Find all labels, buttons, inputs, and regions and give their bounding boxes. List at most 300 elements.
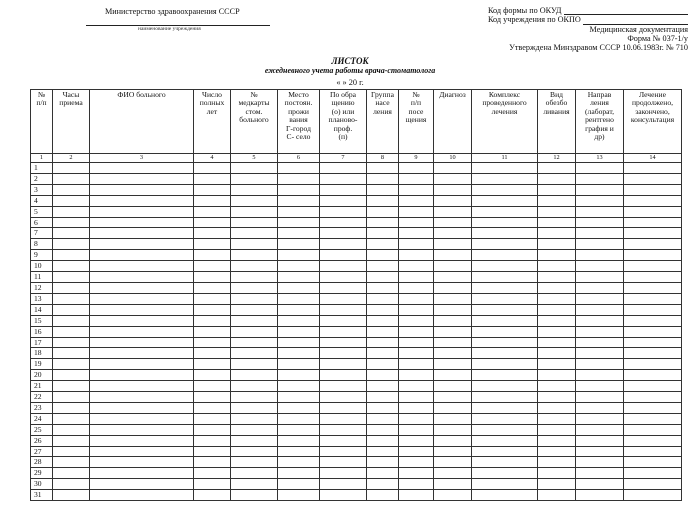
table-cell[interactable] — [472, 163, 538, 174]
table-cell[interactable] — [231, 228, 278, 239]
table-cell[interactable] — [576, 217, 624, 228]
table-cell[interactable] — [538, 282, 576, 293]
table-cell[interactable] — [624, 282, 682, 293]
table-cell[interactable] — [320, 293, 367, 304]
table-cell[interactable] — [399, 195, 434, 206]
table-cell[interactable] — [624, 184, 682, 195]
table-cell[interactable] — [367, 468, 399, 479]
table-cell[interactable] — [434, 206, 472, 217]
table-cell[interactable] — [367, 359, 399, 370]
table-cell[interactable] — [434, 337, 472, 348]
table-cell[interactable] — [472, 370, 538, 381]
table-cell[interactable] — [367, 272, 399, 283]
table-cell[interactable] — [576, 359, 624, 370]
table-cell[interactable] — [399, 282, 434, 293]
table-cell[interactable] — [320, 359, 367, 370]
table-cell[interactable] — [624, 348, 682, 359]
table-cell[interactable] — [367, 282, 399, 293]
table-cell[interactable] — [367, 261, 399, 272]
table-cell[interactable] — [90, 228, 194, 239]
table-cell[interactable] — [576, 490, 624, 501]
table-cell[interactable] — [624, 228, 682, 239]
table-cell[interactable] — [367, 250, 399, 261]
table-cell[interactable] — [434, 392, 472, 403]
table-cell[interactable] — [576, 326, 624, 337]
table-cell[interactable] — [538, 402, 576, 413]
table-cell[interactable] — [53, 282, 90, 293]
table-cell[interactable] — [320, 315, 367, 326]
table-cell[interactable] — [624, 173, 682, 184]
table-cell[interactable] — [399, 381, 434, 392]
table-cell[interactable] — [576, 173, 624, 184]
table-cell[interactable] — [231, 315, 278, 326]
table-cell[interactable] — [53, 304, 90, 315]
table-cell[interactable] — [624, 337, 682, 348]
table-cell[interactable] — [194, 435, 231, 446]
table-cell[interactable] — [53, 239, 90, 250]
table-cell[interactable] — [231, 206, 278, 217]
table-cell[interactable] — [90, 348, 194, 359]
table-cell[interactable] — [576, 282, 624, 293]
table-cell[interactable] — [434, 348, 472, 359]
table-cell[interactable] — [231, 413, 278, 424]
table-cell[interactable] — [194, 163, 231, 174]
table-cell[interactable] — [434, 370, 472, 381]
table-cell[interactable] — [367, 424, 399, 435]
table-cell[interactable] — [538, 359, 576, 370]
table-cell[interactable] — [320, 370, 367, 381]
table-cell[interactable] — [434, 217, 472, 228]
table-cell[interactable] — [576, 370, 624, 381]
table-cell[interactable] — [367, 392, 399, 403]
table-cell[interactable] — [434, 293, 472, 304]
table-cell[interactable] — [472, 457, 538, 468]
table-cell[interactable] — [90, 173, 194, 184]
table-cell[interactable] — [278, 217, 320, 228]
table-cell[interactable] — [472, 337, 538, 348]
table-cell[interactable] — [576, 413, 624, 424]
table-cell[interactable] — [399, 359, 434, 370]
table-cell[interactable] — [320, 402, 367, 413]
table-cell[interactable] — [231, 261, 278, 272]
table-cell[interactable] — [538, 348, 576, 359]
table-cell[interactable] — [320, 381, 367, 392]
table-cell[interactable] — [576, 435, 624, 446]
table-cell[interactable] — [90, 468, 194, 479]
table-cell[interactable] — [231, 392, 278, 403]
table-cell[interactable] — [194, 195, 231, 206]
table-cell[interactable] — [472, 304, 538, 315]
table-cell[interactable] — [320, 304, 367, 315]
table-cell[interactable] — [278, 359, 320, 370]
table-cell[interactable] — [624, 239, 682, 250]
table-cell[interactable] — [538, 337, 576, 348]
table-cell[interactable] — [399, 457, 434, 468]
table-cell[interactable] — [576, 457, 624, 468]
table-cell[interactable] — [278, 173, 320, 184]
table-cell[interactable] — [367, 217, 399, 228]
table-cell[interactable] — [367, 239, 399, 250]
table-cell[interactable] — [624, 413, 682, 424]
table-cell[interactable] — [538, 435, 576, 446]
table-cell[interactable] — [194, 206, 231, 217]
table-cell[interactable] — [53, 359, 90, 370]
table-cell[interactable] — [231, 435, 278, 446]
table-cell[interactable] — [194, 348, 231, 359]
table-cell[interactable] — [194, 424, 231, 435]
table-cell[interactable] — [624, 315, 682, 326]
table-cell[interactable] — [472, 239, 538, 250]
table-cell[interactable] — [90, 250, 194, 261]
table-cell[interactable] — [194, 250, 231, 261]
table-cell[interactable] — [53, 381, 90, 392]
table-cell[interactable] — [278, 435, 320, 446]
table-cell[interactable] — [320, 217, 367, 228]
table-cell[interactable] — [367, 337, 399, 348]
table-cell[interactable] — [53, 315, 90, 326]
table-cell[interactable] — [399, 370, 434, 381]
table-cell[interactable] — [538, 381, 576, 392]
table-cell[interactable] — [576, 239, 624, 250]
table-cell[interactable] — [367, 457, 399, 468]
okpo-field[interactable] — [583, 17, 688, 25]
table-cell[interactable] — [434, 468, 472, 479]
table-cell[interactable] — [367, 490, 399, 501]
table-cell[interactable] — [472, 468, 538, 479]
table-cell[interactable] — [576, 424, 624, 435]
table-cell[interactable] — [367, 348, 399, 359]
table-cell[interactable] — [472, 402, 538, 413]
table-cell[interactable] — [576, 446, 624, 457]
table-cell[interactable] — [624, 293, 682, 304]
table-cell[interactable] — [53, 446, 90, 457]
table-cell[interactable] — [278, 337, 320, 348]
table-cell[interactable] — [231, 195, 278, 206]
table-cell[interactable] — [53, 163, 90, 174]
table-cell[interactable] — [194, 370, 231, 381]
table-cell[interactable] — [194, 315, 231, 326]
table-cell[interactable] — [538, 250, 576, 261]
table-cell[interactable] — [90, 261, 194, 272]
table-cell[interactable] — [320, 446, 367, 457]
table-cell[interactable] — [194, 402, 231, 413]
table-cell[interactable] — [367, 195, 399, 206]
table-cell[interactable] — [278, 424, 320, 435]
table-cell[interactable] — [320, 195, 367, 206]
table-cell[interactable] — [320, 163, 367, 174]
table-cell[interactable] — [472, 250, 538, 261]
table-cell[interactable] — [90, 381, 194, 392]
table-cell[interactable] — [278, 392, 320, 403]
table-cell[interactable] — [624, 217, 682, 228]
table-cell[interactable] — [367, 413, 399, 424]
table-cell[interactable] — [538, 457, 576, 468]
table-cell[interactable] — [53, 326, 90, 337]
table-cell[interactable] — [278, 457, 320, 468]
table-cell[interactable] — [231, 239, 278, 250]
table-cell[interactable] — [434, 435, 472, 446]
table-cell[interactable] — [576, 479, 624, 490]
table-cell[interactable] — [53, 479, 90, 490]
table-cell[interactable] — [367, 402, 399, 413]
table-cell[interactable] — [434, 282, 472, 293]
table-cell[interactable] — [434, 184, 472, 195]
table-cell[interactable] — [399, 261, 434, 272]
table-cell[interactable] — [576, 337, 624, 348]
table-cell[interactable] — [320, 468, 367, 479]
table-cell[interactable] — [576, 381, 624, 392]
table-cell[interactable] — [90, 337, 194, 348]
table-cell[interactable] — [472, 490, 538, 501]
table-cell[interactable] — [434, 173, 472, 184]
table-cell[interactable] — [399, 304, 434, 315]
table-cell[interactable] — [538, 228, 576, 239]
table-cell[interactable] — [194, 282, 231, 293]
table-cell[interactable] — [434, 402, 472, 413]
table-cell[interactable] — [538, 479, 576, 490]
table-cell[interactable] — [576, 272, 624, 283]
table-cell[interactable] — [231, 163, 278, 174]
table-cell[interactable] — [399, 250, 434, 261]
table-cell[interactable] — [278, 402, 320, 413]
table-cell[interactable] — [399, 337, 434, 348]
table-cell[interactable] — [367, 435, 399, 446]
table-cell[interactable] — [399, 402, 434, 413]
table-cell[interactable] — [53, 173, 90, 184]
table-cell[interactable] — [278, 261, 320, 272]
table-cell[interactable] — [472, 479, 538, 490]
table-cell[interactable] — [320, 250, 367, 261]
table-cell[interactable] — [53, 228, 90, 239]
table-cell[interactable] — [434, 261, 472, 272]
table-cell[interactable] — [472, 293, 538, 304]
table-cell[interactable] — [434, 457, 472, 468]
table-cell[interactable] — [231, 173, 278, 184]
table-cell[interactable] — [434, 228, 472, 239]
table-cell[interactable] — [538, 293, 576, 304]
table-cell[interactable] — [538, 413, 576, 424]
table-cell[interactable] — [399, 392, 434, 403]
table-cell[interactable] — [624, 457, 682, 468]
table-cell[interactable] — [472, 272, 538, 283]
table-cell[interactable] — [434, 326, 472, 337]
table-cell[interactable] — [624, 381, 682, 392]
table-cell[interactable] — [472, 413, 538, 424]
table-cell[interactable] — [53, 490, 90, 501]
table-cell[interactable] — [53, 272, 90, 283]
table-cell[interactable] — [194, 217, 231, 228]
table-cell[interactable] — [53, 435, 90, 446]
table-cell[interactable] — [399, 206, 434, 217]
table-cell[interactable] — [90, 304, 194, 315]
table-cell[interactable] — [367, 326, 399, 337]
table-cell[interactable] — [53, 413, 90, 424]
table-cell[interactable] — [472, 424, 538, 435]
table-cell[interactable] — [472, 359, 538, 370]
table-cell[interactable] — [278, 413, 320, 424]
table-cell[interactable] — [399, 184, 434, 195]
table-cell[interactable] — [231, 370, 278, 381]
table-cell[interactable] — [399, 413, 434, 424]
table-cell[interactable] — [278, 479, 320, 490]
table-cell[interactable] — [576, 468, 624, 479]
table-cell[interactable] — [194, 326, 231, 337]
table-cell[interactable] — [472, 446, 538, 457]
table-cell[interactable] — [278, 446, 320, 457]
table-cell[interactable] — [320, 392, 367, 403]
table-cell[interactable] — [538, 468, 576, 479]
table-cell[interactable] — [367, 446, 399, 457]
table-cell[interactable] — [194, 304, 231, 315]
table-cell[interactable] — [624, 326, 682, 337]
table-cell[interactable] — [624, 250, 682, 261]
table-cell[interactable] — [231, 304, 278, 315]
table-cell[interactable] — [231, 490, 278, 501]
table-cell[interactable] — [278, 315, 320, 326]
table-cell[interactable] — [434, 272, 472, 283]
table-cell[interactable] — [538, 261, 576, 272]
table-cell[interactable] — [53, 206, 90, 217]
table-cell[interactable] — [399, 217, 434, 228]
table-cell[interactable] — [231, 282, 278, 293]
table-cell[interactable] — [399, 272, 434, 283]
table-cell[interactable] — [194, 381, 231, 392]
table-cell[interactable] — [90, 184, 194, 195]
table-cell[interactable] — [231, 250, 278, 261]
table-cell[interactable] — [576, 261, 624, 272]
table-cell[interactable] — [576, 206, 624, 217]
table-cell[interactable] — [434, 163, 472, 174]
table-cell[interactable] — [399, 228, 434, 239]
table-cell[interactable] — [538, 315, 576, 326]
table-cell[interactable] — [90, 326, 194, 337]
table-cell[interactable] — [278, 370, 320, 381]
table-cell[interactable] — [278, 228, 320, 239]
table-cell[interactable] — [278, 468, 320, 479]
table-cell[interactable] — [194, 392, 231, 403]
table-cell[interactable] — [278, 293, 320, 304]
table-cell[interactable] — [90, 392, 194, 403]
table-cell[interactable] — [278, 348, 320, 359]
table-cell[interactable] — [231, 381, 278, 392]
table-cell[interactable] — [399, 239, 434, 250]
table-cell[interactable] — [194, 468, 231, 479]
table-cell[interactable] — [90, 315, 194, 326]
table-cell[interactable] — [53, 261, 90, 272]
table-cell[interactable] — [576, 293, 624, 304]
table-cell[interactable] — [538, 272, 576, 283]
table-cell[interactable] — [538, 446, 576, 457]
table-cell[interactable] — [538, 392, 576, 403]
table-cell[interactable] — [434, 446, 472, 457]
table-cell[interactable] — [320, 435, 367, 446]
table-cell[interactable] — [320, 337, 367, 348]
table-cell[interactable] — [434, 381, 472, 392]
table-cell[interactable] — [399, 490, 434, 501]
table-cell[interactable] — [278, 184, 320, 195]
table-cell[interactable] — [367, 370, 399, 381]
table-cell[interactable] — [231, 326, 278, 337]
table-cell[interactable] — [90, 272, 194, 283]
table-cell[interactable] — [472, 326, 538, 337]
table-cell[interactable] — [576, 195, 624, 206]
table-cell[interactable] — [90, 413, 194, 424]
table-cell[interactable] — [320, 326, 367, 337]
table-cell[interactable] — [367, 304, 399, 315]
table-cell[interactable] — [624, 446, 682, 457]
table-cell[interactable] — [576, 392, 624, 403]
table-cell[interactable] — [624, 304, 682, 315]
table-cell[interactable] — [538, 304, 576, 315]
table-cell[interactable] — [231, 457, 278, 468]
table-cell[interactable] — [53, 217, 90, 228]
table-cell[interactable] — [576, 250, 624, 261]
table-cell[interactable] — [472, 261, 538, 272]
table-cell[interactable] — [90, 293, 194, 304]
table-cell[interactable] — [367, 479, 399, 490]
table-cell[interactable] — [538, 326, 576, 337]
table-cell[interactable] — [90, 282, 194, 293]
table-cell[interactable] — [320, 272, 367, 283]
table-cell[interactable] — [538, 424, 576, 435]
table-cell[interactable] — [624, 163, 682, 174]
table-cell[interactable] — [399, 163, 434, 174]
table-cell[interactable] — [278, 250, 320, 261]
table-cell[interactable] — [624, 424, 682, 435]
table-cell[interactable] — [90, 479, 194, 490]
table-cell[interactable] — [576, 348, 624, 359]
table-cell[interactable] — [576, 315, 624, 326]
table-cell[interactable] — [320, 173, 367, 184]
table-cell[interactable] — [472, 315, 538, 326]
table-cell[interactable] — [472, 392, 538, 403]
table-cell[interactable] — [367, 381, 399, 392]
table-cell[interactable] — [53, 457, 90, 468]
table-cell[interactable] — [538, 217, 576, 228]
table-cell[interactable] — [53, 348, 90, 359]
table-cell[interactable] — [278, 381, 320, 392]
table-cell[interactable] — [624, 272, 682, 283]
table-cell[interactable] — [538, 490, 576, 501]
table-cell[interactable] — [320, 239, 367, 250]
okud-field[interactable] — [564, 7, 688, 15]
table-cell[interactable] — [320, 348, 367, 359]
table-cell[interactable] — [90, 206, 194, 217]
table-cell[interactable] — [320, 206, 367, 217]
table-cell[interactable] — [320, 184, 367, 195]
table-cell[interactable] — [624, 359, 682, 370]
table-cell[interactable] — [624, 195, 682, 206]
table-cell[interactable] — [624, 261, 682, 272]
table-cell[interactable] — [624, 370, 682, 381]
table-cell[interactable] — [53, 293, 90, 304]
table-cell[interactable] — [320, 228, 367, 239]
table-cell[interactable] — [399, 326, 434, 337]
table-cell[interactable] — [434, 195, 472, 206]
table-cell[interactable] — [278, 163, 320, 174]
table-cell[interactable] — [53, 402, 90, 413]
table-cell[interactable] — [472, 435, 538, 446]
table-cell[interactable] — [367, 293, 399, 304]
table-cell[interactable] — [399, 293, 434, 304]
table-cell[interactable] — [367, 173, 399, 184]
table-cell[interactable] — [624, 402, 682, 413]
table-cell[interactable] — [90, 435, 194, 446]
table-cell[interactable] — [194, 293, 231, 304]
table-cell[interactable] — [231, 468, 278, 479]
table-cell[interactable] — [194, 359, 231, 370]
table-cell[interactable] — [576, 228, 624, 239]
